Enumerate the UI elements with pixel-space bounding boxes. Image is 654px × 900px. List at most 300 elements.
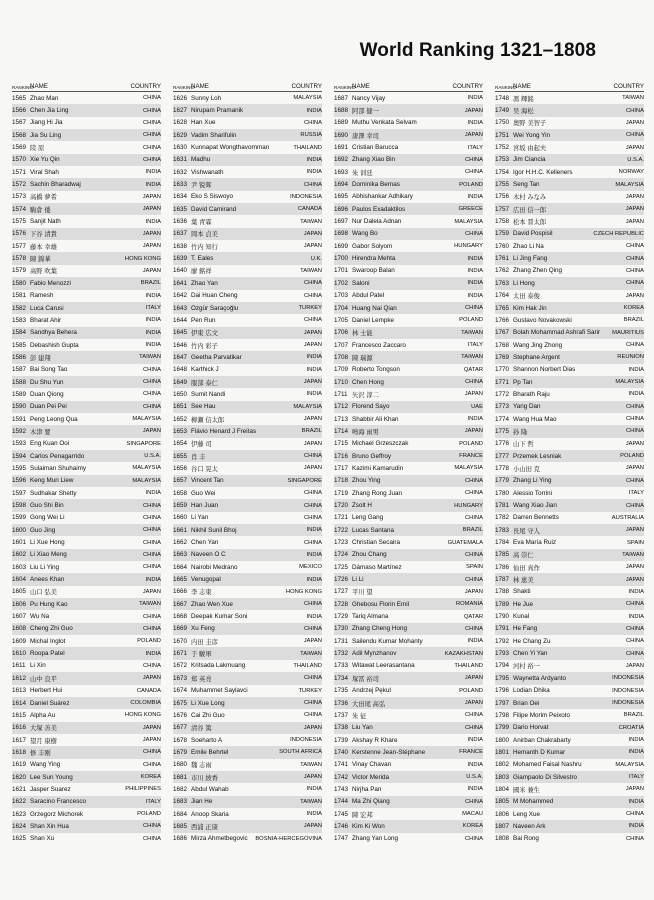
player-name: Sudhakar Shetty	[30, 489, 77, 497]
rank-number: 1643	[173, 304, 188, 312]
player-name: Liu Li Ying	[30, 563, 60, 571]
ranking-row	[173, 364, 322, 376]
ranking-row	[173, 487, 322, 499]
player-name: 河村 裕一	[513, 663, 540, 671]
ranking-row	[495, 252, 644, 264]
ranking-row	[12, 561, 161, 573]
player-name: Victor Merida	[352, 773, 389, 781]
rank-number: 1789	[495, 600, 510, 608]
player-country: JAPAN	[625, 119, 644, 126]
ranking-row	[173, 783, 322, 795]
rank-number: 1725	[334, 563, 349, 571]
ranking-row	[334, 364, 483, 376]
rank-number: 1682	[173, 785, 188, 793]
player-name: 陳 宏邦	[352, 811, 373, 819]
player-country: ITALY	[145, 798, 161, 805]
player-name: Roopa Patel	[30, 650, 65, 658]
ranking-row	[334, 129, 483, 141]
player-country: TAIWAN	[461, 329, 483, 336]
rank-number: 1635	[173, 205, 188, 213]
ranking-row	[334, 376, 483, 388]
rank-number: 1627	[173, 107, 188, 115]
player-country: CHINA	[464, 230, 483, 237]
ranking-row	[12, 228, 161, 240]
player-name: Wang Hua Mao	[513, 415, 557, 423]
player-name: Naveen O C	[191, 551, 226, 559]
player-name: Vincent Tan	[191, 477, 224, 485]
rank-number: 1709	[334, 366, 349, 374]
player-country: CANADA	[297, 206, 322, 213]
player-name: Zhang Cheng Hong	[352, 625, 407, 633]
rank-number: 1782	[495, 514, 510, 522]
player-name: 鳴海 雨男	[352, 428, 379, 436]
player-country: MALAYSIA	[293, 95, 322, 102]
rank-number: 1651	[173, 403, 188, 411]
player-name: Nirupam Pramanik	[191, 107, 244, 115]
player-country: HUNGARY	[454, 502, 483, 509]
ranking-row	[334, 499, 483, 511]
ranking-row	[12, 388, 161, 400]
player-name: Zhao Li Na	[513, 242, 544, 250]
player-name: Muhammet Saylavci	[191, 687, 248, 695]
ranking-row	[334, 610, 483, 622]
player-name: Leng Gang	[352, 514, 384, 522]
player-country: JAPAN	[625, 292, 644, 299]
rank-number: 1565	[12, 94, 27, 102]
ranking-row	[12, 92, 161, 104]
rank-number: 1714	[334, 427, 349, 435]
rank-number: 1608	[12, 625, 27, 633]
rank-number: 1702	[334, 279, 349, 287]
player-country: TAIWAN	[300, 650, 322, 657]
player-country: CHINA	[464, 712, 483, 719]
player-country: CHINA	[464, 551, 483, 558]
player-country: CHINA	[142, 749, 161, 756]
rank-number: 1711	[334, 390, 348, 398]
player-country: TAIWAN	[300, 218, 322, 225]
ranking-row	[12, 586, 161, 598]
rank-number: 1795	[495, 674, 510, 682]
player-name: 藤本 幸雄	[30, 243, 57, 251]
player-country: CHINA	[464, 724, 483, 731]
ranking-row	[495, 240, 644, 252]
player-name: Adil Mynzhanov	[352, 650, 397, 658]
player-name: Li Xin	[30, 662, 46, 670]
ranking-columns	[12, 78, 642, 845]
rank-number: 1806	[495, 810, 510, 818]
player-name: Grzegorz Michorek	[30, 810, 84, 818]
ranking-row	[173, 820, 322, 832]
player-name: 修 丰刚	[30, 749, 51, 757]
header-ranking: RANKING	[12, 85, 33, 90]
ranking-row	[173, 808, 322, 820]
player-name: 西浦 正康	[191, 823, 218, 831]
ranking-row	[173, 339, 322, 351]
rank-number: 1802	[495, 761, 510, 769]
player-name: 矢沢 淳二	[352, 391, 379, 399]
rank-number: 1654	[173, 440, 188, 448]
player-name: Chen Jia Ling	[30, 107, 69, 115]
player-name: Tariq Almana	[352, 613, 389, 621]
ranking-row	[495, 561, 644, 573]
player-country: BRAZIL	[301, 428, 322, 435]
rank-number: 1746	[334, 822, 349, 830]
player-name: 阿部 健一	[352, 108, 379, 116]
rank-number: 1777	[495, 452, 510, 460]
player-name: Wang Xiao Jian	[513, 502, 557, 510]
rank-number: 1780	[495, 489, 510, 497]
ranking-row	[495, 734, 644, 746]
player-name: Özgür Saraçoğlu	[191, 304, 239, 312]
player-country: INDIA	[145, 317, 161, 324]
player-country: CHINA	[142, 119, 161, 126]
ranking-row	[173, 166, 322, 178]
ranking-row	[173, 413, 322, 425]
player-name: Alpha Au	[30, 711, 56, 719]
rank-number: 1662	[173, 539, 188, 547]
rank-number: 1617	[12, 736, 27, 744]
ranking-row	[12, 524, 161, 536]
rank-number: 1784	[495, 539, 510, 547]
rank-number: 1577	[12, 242, 27, 250]
player-name: Li Xiao Meng	[30, 551, 67, 559]
ranking-row	[495, 351, 644, 363]
player-name: 國米 兼生	[513, 786, 540, 794]
player-name: Gong Wei Li	[30, 514, 65, 522]
player-country: JAPAN	[303, 465, 322, 472]
player-country: CHINA	[142, 527, 161, 534]
rank-number: 1751	[495, 131, 510, 139]
player-name: 市川 綾香	[191, 774, 218, 782]
rank-number: 1647	[173, 353, 188, 361]
ranking-row	[495, 746, 644, 758]
ranking-row	[334, 623, 483, 635]
column-header	[334, 78, 483, 92]
ranking-row	[173, 746, 322, 758]
player-country: INDIA	[145, 342, 161, 349]
ranking-row	[495, 499, 644, 511]
player-country: CHINA	[464, 477, 483, 484]
ranking-row	[495, 722, 644, 734]
player-name: Jasper Suarez	[30, 785, 71, 793]
player-name: Cristian Barucca	[352, 144, 399, 152]
player-country: CHINA	[142, 132, 161, 139]
player-country: TAIWAN	[139, 601, 161, 608]
rank-number: 1716	[334, 452, 349, 460]
rank-number: 1788	[495, 588, 510, 596]
ranking-row	[495, 462, 644, 474]
player-name: Lee Sun Young	[30, 773, 73, 781]
header-name: NAME	[513, 83, 531, 90]
rank-number: 1710	[334, 378, 349, 386]
ranking-row	[173, 660, 322, 672]
ranking-row	[173, 388, 322, 400]
ranking-row	[334, 104, 483, 116]
player-country: ITALY	[628, 490, 644, 497]
rank-number: 1676	[173, 711, 188, 719]
ranking-row	[173, 240, 322, 252]
ranking-row	[334, 438, 483, 450]
ranking-row	[173, 203, 322, 215]
player-country: INDIA	[145, 329, 161, 336]
rank-number: 1592	[12, 427, 27, 435]
rank-number: 1794	[495, 662, 510, 670]
ranking-row	[173, 549, 322, 561]
player-country: JAPAN	[625, 662, 644, 669]
player-name: Guo Wei	[191, 489, 216, 497]
player-country: CROATIA	[618, 724, 644, 731]
rank-number: 1660	[173, 514, 188, 522]
player-country: CHINA	[625, 502, 644, 509]
ranking-row	[334, 314, 483, 326]
rank-number: 1593	[12, 440, 27, 448]
ranking-row	[334, 351, 483, 363]
ranking-row	[173, 623, 322, 635]
rank-number: 1586	[12, 353, 27, 361]
player-country: HONG KONG	[285, 588, 322, 595]
player-name: David Camirand	[191, 205, 237, 213]
player-country: UAE	[471, 403, 483, 410]
rank-number: 1758	[495, 218, 510, 226]
rank-number: 1597	[12, 489, 27, 497]
player-country: CHINA	[625, 255, 644, 262]
player-country: INDIA	[467, 638, 483, 645]
rank-number: 1706	[334, 329, 349, 337]
rank-number: 1783	[495, 526, 510, 534]
ranking-row	[495, 376, 644, 388]
player-name: Vinay Chavan	[352, 761, 392, 769]
player-name: Giampaolo Di Silvestro	[513, 773, 578, 781]
ranking-row	[12, 141, 161, 153]
ranking-row	[334, 820, 483, 832]
ranking-row	[173, 314, 322, 326]
player-name: 唐澤 幸司	[352, 132, 379, 140]
player-name: Dámaso Martínez	[352, 563, 402, 571]
player-name: Muthu Venkata Selvam	[352, 119, 417, 127]
player-country: JAPAN	[142, 243, 161, 250]
player-name: Stephane Argent	[513, 353, 560, 361]
player-country: KOREA	[140, 774, 161, 781]
rank-number: 1578	[12, 255, 27, 263]
rank-number: 1807	[495, 822, 510, 830]
player-name: Shannon Norbert Dias	[513, 366, 576, 374]
rank-number: 1793	[495, 650, 510, 658]
player-country: CHINA	[625, 625, 644, 632]
rank-number: 1614	[12, 699, 27, 707]
rank-number: 1762	[495, 267, 510, 275]
player-country: CHINA	[303, 601, 322, 608]
player-country: JAPAN	[142, 588, 161, 595]
ranking-row	[173, 536, 322, 548]
rank-number: 1705	[334, 316, 349, 324]
player-country: JAPAN	[625, 564, 644, 571]
ranking-row	[334, 685, 483, 697]
ranking-row	[334, 536, 483, 548]
ranking-row	[495, 166, 644, 178]
rank-number: 1730	[334, 625, 349, 633]
rank-number: 1655	[173, 452, 188, 460]
rank-number: 1708	[334, 353, 349, 361]
player-name: Eko S Siswoyo	[191, 193, 233, 201]
ranking-row	[495, 339, 644, 351]
player-country: CHINA	[464, 156, 483, 163]
player-country: HONG KONG	[124, 255, 161, 262]
player-country: INDIA	[306, 613, 322, 620]
header-name: NAME	[30, 83, 48, 90]
player-name: 谷口 晃太	[191, 465, 218, 473]
rank-number: 1664	[173, 563, 188, 571]
player-country: THAILAND	[293, 144, 322, 151]
player-country: RUSSIA	[300, 132, 322, 139]
ranking-column	[12, 78, 161, 845]
player-country: INDIA	[628, 749, 644, 756]
ranking-row	[334, 413, 483, 425]
rank-number: 1630	[173, 144, 188, 152]
ranking-row	[12, 154, 161, 166]
player-name: Li Yan	[191, 514, 209, 522]
player-country: JAPAN	[303, 823, 322, 830]
ranking-row	[495, 598, 644, 610]
player-country: CHINA	[464, 490, 483, 497]
player-name: Alessio Torrini	[513, 489, 553, 497]
player-country: TAIWAN	[300, 761, 322, 768]
player-country: BRAZIL	[623, 317, 644, 324]
player-country: CHINA	[303, 490, 322, 497]
player-name: Peng Leong Qua	[30, 415, 78, 423]
player-country: JAPAN	[303, 329, 322, 336]
ranking-row	[173, 351, 322, 363]
player-name: Carlos Penagarrido	[30, 452, 85, 460]
player-country: CHINA	[625, 638, 644, 645]
ranking-row	[173, 771, 322, 783]
rank-number: 1691	[334, 144, 349, 152]
ranking-row	[12, 401, 161, 413]
header-country: COUNTRY	[452, 83, 483, 90]
player-country: CHINA	[464, 576, 483, 583]
player-name: Zhang Zhen Qing	[513, 267, 563, 275]
player-name: 葉 青霖	[191, 219, 212, 227]
player-country: QATAR	[463, 366, 483, 373]
player-country: CHINA	[464, 625, 483, 632]
player-name: Viral Shah	[30, 168, 59, 176]
player-name: Shakti	[513, 588, 531, 596]
player-name: 岡本 貞美	[191, 231, 218, 239]
ranking-row	[334, 450, 483, 462]
player-name: 吴 海松	[513, 108, 534, 116]
player-name: 奥野 美智子	[513, 120, 547, 128]
rank-number: 1791	[495, 625, 510, 633]
player-country: INDONESIA	[612, 700, 644, 707]
ranking-row	[173, 722, 322, 734]
player-name: Guo Shi Bin	[30, 502, 64, 510]
rank-number: 1752	[495, 144, 510, 152]
player-name: Kazimi Kamarudin	[352, 464, 404, 472]
player-name: Jim Ciancia	[513, 156, 546, 164]
player-name: 伊藤 司	[191, 441, 212, 449]
ranking-row	[334, 586, 483, 598]
rank-number: 1584	[12, 329, 27, 337]
player-name: Kunnapat Wongthavornman	[191, 144, 270, 152]
rank-number: 1740	[334, 748, 349, 756]
ranking-row	[334, 252, 483, 264]
rank-number: 1573	[12, 193, 27, 201]
player-country: JAPAN	[142, 724, 161, 731]
player-name: Zhou Chang	[352, 551, 387, 559]
ranking-row	[12, 425, 161, 437]
player-name: Kim Ki Won	[352, 822, 385, 830]
player-name: 陳 瑞源	[352, 354, 373, 362]
ranking-row	[173, 734, 322, 746]
ranking-row	[173, 672, 322, 684]
player-country: CHINA	[142, 107, 161, 114]
rank-number: 1600	[12, 526, 27, 534]
rank-number: 1715	[334, 440, 349, 448]
player-name: Zhao Wen Xue	[191, 600, 233, 608]
ranking-row	[173, 709, 322, 721]
player-name: 于 駿軍	[191, 651, 212, 659]
player-name: 竹内 知行	[191, 243, 218, 251]
ranking-row	[12, 413, 161, 425]
player-country: U.S.A.	[144, 453, 161, 460]
rank-number: 1773	[495, 403, 510, 411]
player-name: Zhang Rong Juan	[352, 489, 403, 497]
ranking-row	[12, 351, 161, 363]
rank-number: 1596	[12, 477, 27, 485]
rank-number: 1808	[495, 835, 510, 843]
rank-number: 1572	[12, 181, 27, 189]
rank-number: 1748	[495, 94, 510, 102]
ranking-row	[12, 685, 161, 697]
rank-number: 1726	[334, 576, 349, 584]
player-country: TAIWAN	[622, 551, 644, 558]
player-name: Saloni	[352, 279, 370, 287]
rank-number: 1778	[495, 464, 510, 472]
rank-number: 1611	[12, 662, 26, 670]
rank-number: 1750	[495, 119, 510, 127]
ranking-row	[334, 524, 483, 536]
player-name: Nancy Vijay	[352, 94, 386, 102]
ranking-row	[495, 327, 644, 339]
player-name: Dominika Bernas	[352, 181, 400, 189]
player-name: Shan Xin Hua	[30, 822, 69, 830]
player-country: U.K.	[310, 255, 322, 262]
player-name: Ma Zhi Qiang	[352, 798, 390, 806]
ranking-row	[495, 833, 644, 845]
player-name: Emile Behrtel	[191, 748, 229, 756]
player-name: 木村 みなみ	[513, 194, 547, 202]
rank-number: 1633	[173, 181, 188, 189]
ranking-row	[495, 388, 644, 400]
player-country: CHINA	[625, 601, 644, 608]
player-country: KOREA	[623, 305, 644, 312]
player-name: Swaroop Balan	[352, 267, 395, 275]
player-country: SPAIN	[466, 564, 483, 571]
rank-number: 1663	[173, 551, 188, 559]
player-name: Akshay R Khare	[352, 736, 398, 744]
player-country: INDIA	[306, 354, 322, 361]
player-country: COLOMBIA	[130, 700, 161, 707]
player-name: Bai Song Tao	[30, 366, 68, 374]
player-name: Shan Xu	[30, 835, 55, 843]
player-country: CHINA	[303, 700, 322, 707]
rank-number: 1755	[495, 181, 510, 189]
ranking-row	[173, 462, 322, 474]
player-country: JAPAN	[303, 230, 322, 237]
rank-number: 1624	[12, 822, 27, 830]
player-country: GUATEMALA	[447, 539, 483, 546]
rank-number: 1684	[173, 810, 188, 818]
player-name: Jian He	[191, 798, 213, 806]
